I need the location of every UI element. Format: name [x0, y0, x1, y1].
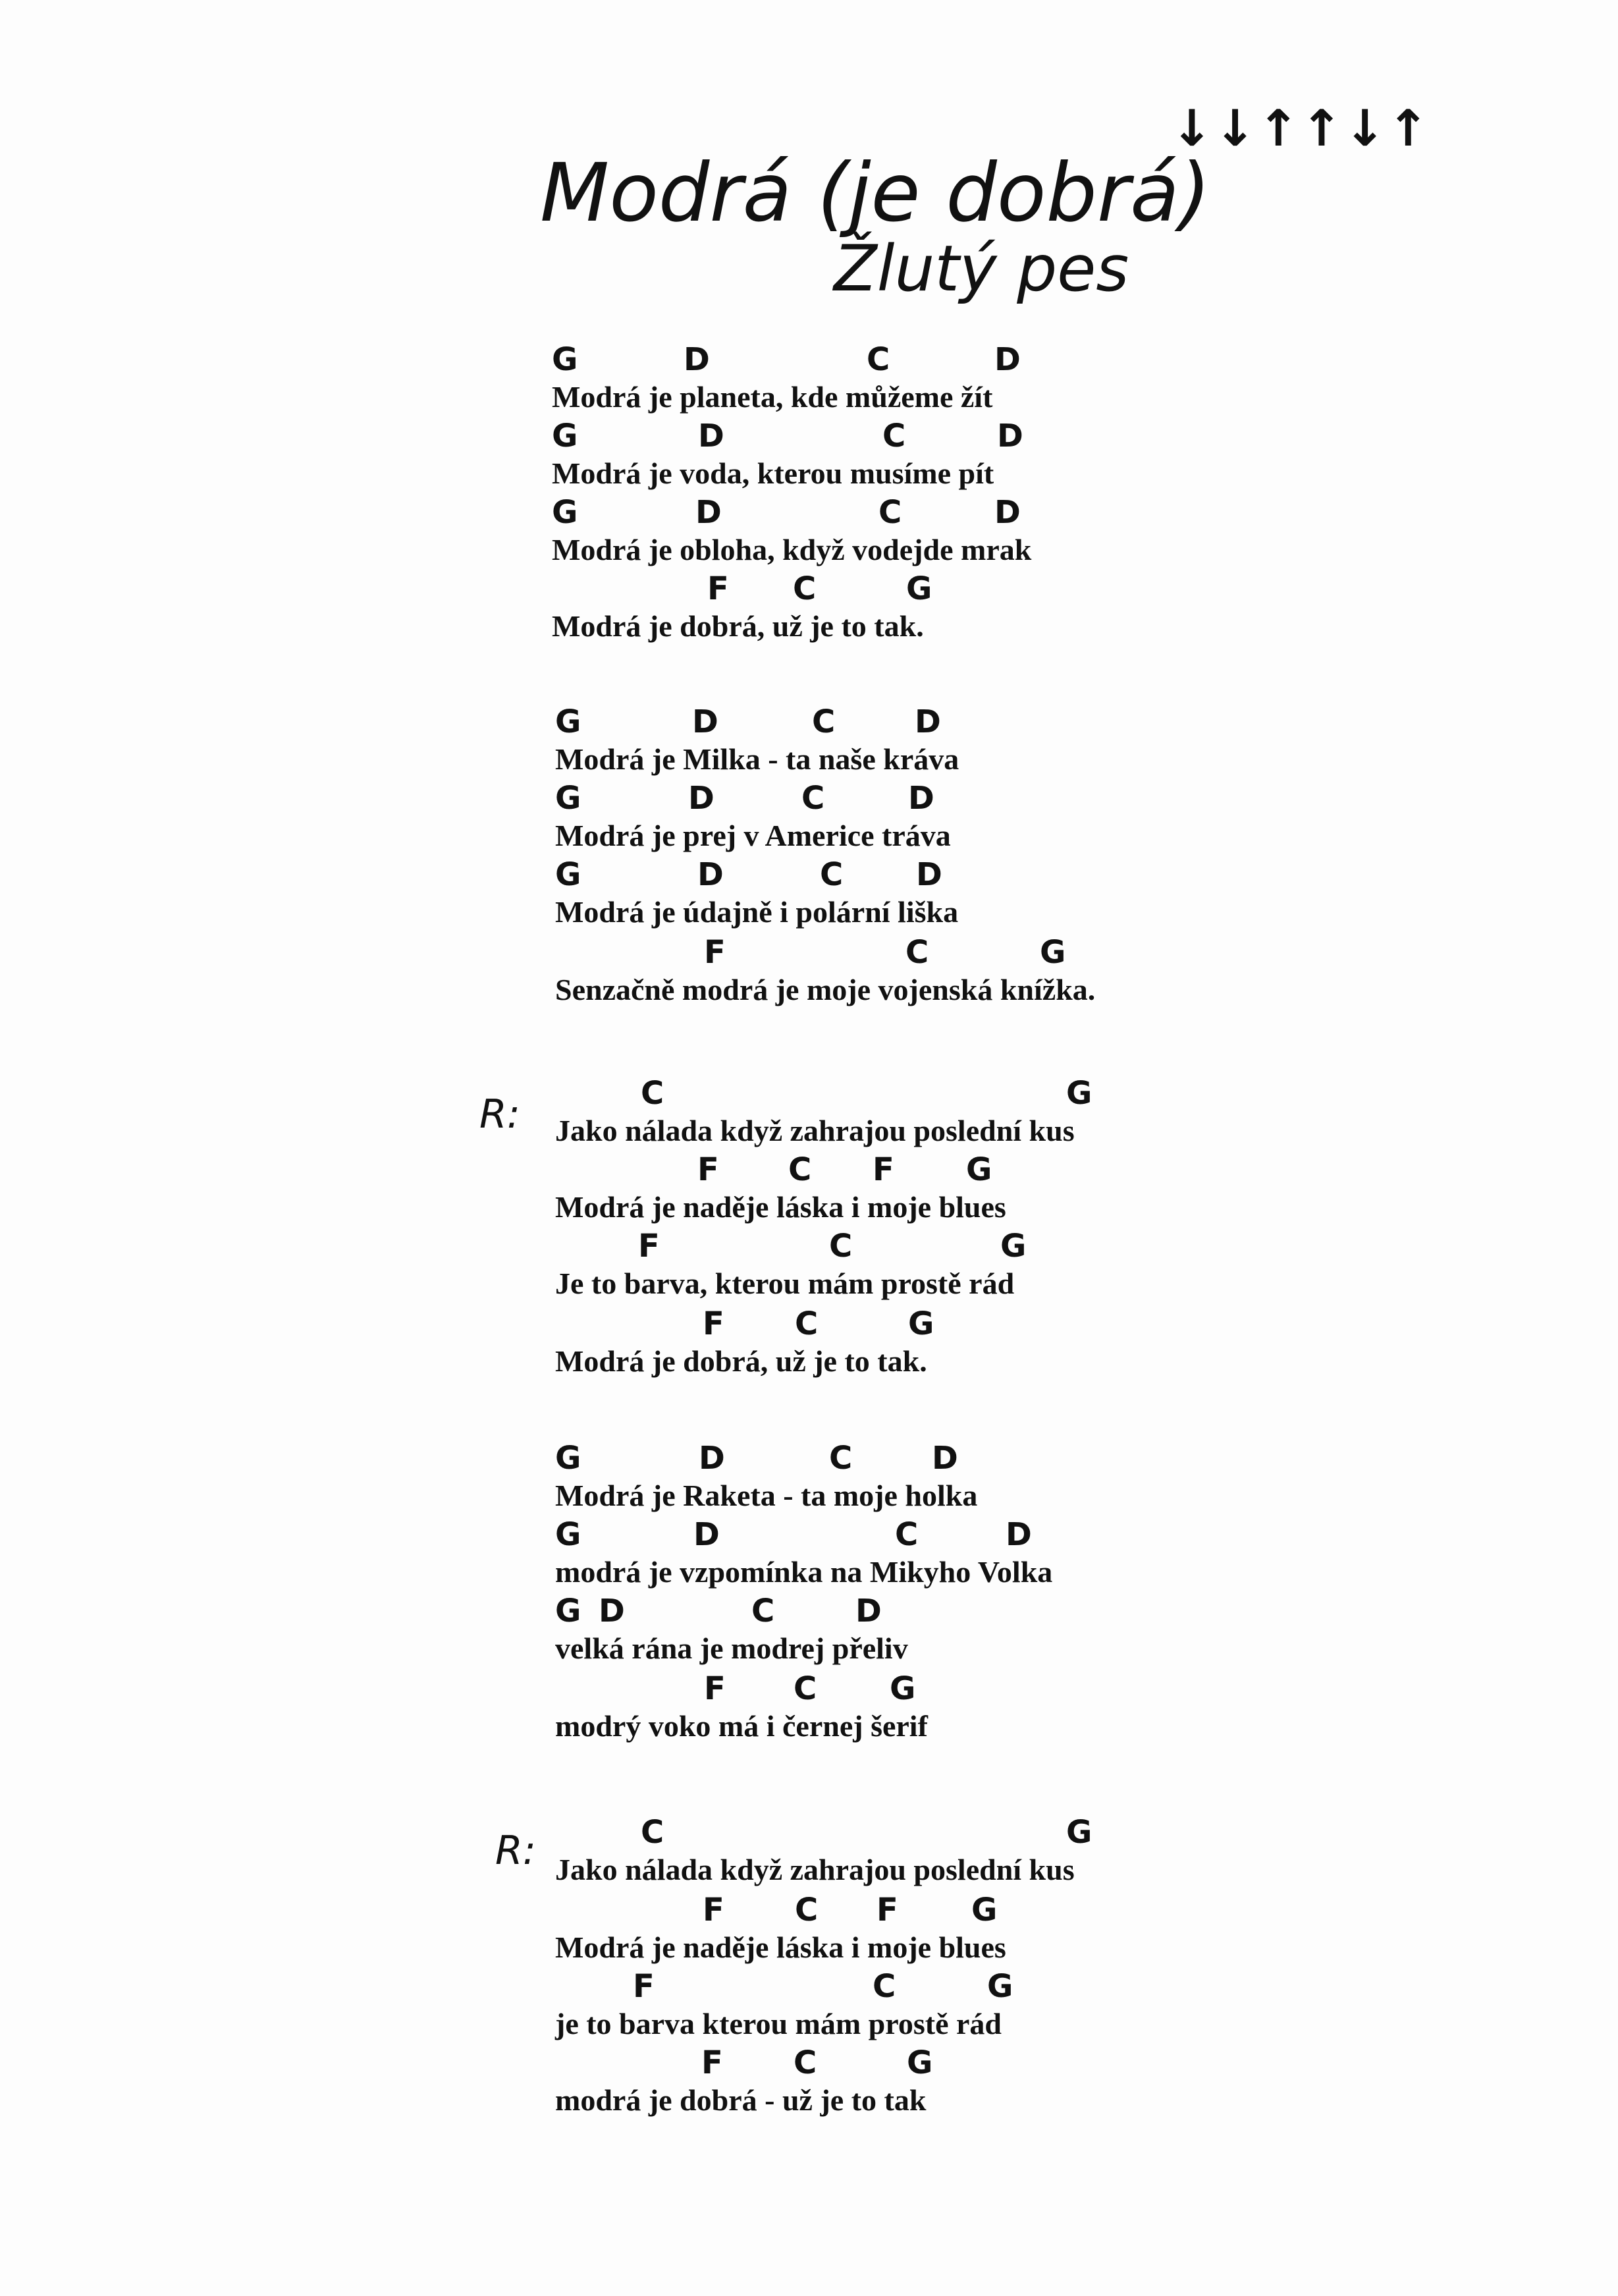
chord-symbol: C	[878, 494, 902, 531]
lyric-text: Modrá je Milka - ta naše kráva	[555, 742, 959, 776]
chord-symbol: C	[867, 341, 890, 378]
chord-symbol: C	[641, 1075, 664, 1112]
lyric-text: modrá je vzpomínka na Mikyho Volka	[555, 1555, 1053, 1589]
chord-symbol: G	[555, 780, 581, 817]
chord-symbol: G	[1040, 934, 1066, 971]
chord-symbol: D	[916, 856, 942, 893]
chord-symbol: G	[552, 494, 578, 531]
chord-symbol: G	[552, 418, 578, 454]
lyric-text: Modrá je naděje láska i moje blues	[555, 1190, 1006, 1224]
chord-symbol: D	[684, 341, 710, 378]
chord-symbol: C	[812, 703, 836, 740]
chord-symbol: G	[552, 341, 578, 378]
chord-symbol: G	[971, 1892, 998, 1928]
lyric-text: je to barva kterou mám prostě rád	[555, 2007, 1002, 2040]
chord-symbol: D	[599, 1593, 625, 1629]
chord-symbol: D	[697, 856, 724, 893]
chord-symbol: D	[699, 1440, 725, 1477]
chord-symbol: G	[555, 1516, 581, 1553]
chord-symbol: F	[873, 1151, 894, 1188]
chord-symbol: D	[855, 1593, 882, 1629]
verse2-line	[555, 856, 1477, 935]
chord-symbol: C	[641, 1814, 664, 1851]
verse1-line	[552, 341, 1474, 420]
lyric-text: Modrá je prej v Americe tráva	[555, 819, 951, 852]
chord-symbol: D	[692, 703, 718, 740]
lyric-text: Modrá je Raketa - ta moje holka	[555, 1479, 978, 1512]
lyric-text: Modrá je obloha, když vodejde mrak	[552, 533, 1032, 566]
verse1-line	[552, 420, 1474, 497]
chord-symbol: G	[555, 856, 581, 893]
chord-symbol: G	[890, 1670, 916, 1707]
chord-symbol: C	[905, 934, 929, 971]
lyric-text: Senzačně modrá je moje vojenská knížka.	[555, 973, 1096, 1006]
chord-symbol: D	[693, 1516, 720, 1553]
chord-symbol: D	[1006, 1516, 1032, 1553]
chord-symbol: D	[695, 494, 722, 531]
chorus2-line	[555, 1814, 1477, 1893]
chorus1-line	[555, 1075, 1477, 1154]
chord-symbol: C	[795, 1892, 819, 1928]
chord-symbol: C	[751, 1593, 775, 1629]
chord-symbol: F	[704, 1670, 726, 1707]
chorus2-line	[555, 1968, 1477, 2047]
chorus2-line	[555, 1894, 1477, 1971]
chord-symbol: D	[932, 1440, 958, 1477]
lyric-text: Modrá je dobrá, už je to tak.	[555, 1344, 927, 1378]
chord-symbol: G	[908, 1305, 934, 1342]
chord-symbol: F	[703, 1892, 724, 1928]
strumming-pattern: ↓↓↑↑↓↑	[1171, 99, 1431, 157]
lyric-text: Modrá je naděje láska i moje blues	[555, 1930, 1006, 1964]
chord-symbol: C	[793, 570, 817, 607]
lyric-text: Jako nálada když zahrajou poslední kus	[555, 1853, 1075, 1886]
lyric-text: Modrá je dobrá, už je to tak.	[552, 609, 924, 643]
chord-symbol: G	[907, 2044, 933, 2081]
lyric-text: modrá je dobrá - už je to tak	[555, 2083, 927, 2117]
chord-symbol: G	[1066, 1814, 1092, 1851]
verse1-line	[552, 494, 1474, 573]
chord-symbol: G	[1000, 1228, 1027, 1265]
chord-symbol: C	[788, 1151, 812, 1188]
chord-symbol: F	[704, 934, 726, 971]
chorus1-line	[555, 1230, 1477, 1307]
chord-symbol: G	[987, 1968, 1013, 2005]
chord-symbol: C	[794, 2044, 817, 2081]
lyric-text: Jako nálada když zahrajou poslední kus	[555, 1114, 1075, 1147]
verse3-line	[555, 1595, 1477, 1672]
chord-symbol: C	[895, 1516, 919, 1553]
verse2-line	[555, 934, 1477, 1013]
chord-symbol: G	[1066, 1075, 1092, 1112]
chord-symbol: F	[703, 1305, 724, 1342]
chord-symbol: D	[994, 341, 1021, 378]
verse3-line	[555, 1442, 1477, 1519]
chord-symbol: G	[555, 1593, 581, 1629]
chord-symbol: F	[697, 1151, 719, 1188]
chorus2-line	[555, 2044, 1477, 2123]
song-artist: Žlutý pes	[834, 232, 1129, 306]
verse3-line	[555, 1516, 1477, 1595]
chord-symbol: C	[829, 1440, 853, 1477]
chorus1-line	[555, 1305, 1477, 1384]
lyric-text: velká rána je modrej přeliv	[555, 1631, 908, 1665]
verse2-line	[555, 782, 1477, 859]
chord-symbol: G	[906, 570, 932, 607]
refrain-marker: R:	[495, 1828, 536, 1874]
chord-symbol: C	[873, 1968, 896, 2005]
chord-symbol: D	[688, 780, 715, 817]
lyric-text: Modrá je voda, kterou musíme pít	[552, 456, 994, 490]
lyric-text: Je to barva, kterou mám prostě rád	[555, 1267, 1015, 1300]
verse3-line	[555, 1670, 1477, 1749]
chord-symbol: C	[801, 780, 825, 817]
chord-symbol: C	[829, 1228, 853, 1265]
chord-symbol: D	[994, 494, 1021, 531]
chord-symbol: G	[555, 703, 581, 740]
chord-symbol: D	[698, 418, 724, 454]
chord-symbol: C	[794, 1670, 817, 1707]
chord-symbol: G	[555, 1440, 581, 1477]
song-title: Modrá (je dobrá)	[540, 146, 1211, 240]
chord-symbol: C	[882, 418, 906, 454]
chord-symbol: F	[707, 570, 729, 607]
lyric-text: Modrá je údajně i polární liška	[555, 895, 959, 929]
chord-symbol: F	[876, 1892, 898, 1928]
chord-symbol: F	[701, 2044, 723, 2081]
chord-symbol: C	[820, 856, 844, 893]
chord-symbol: D	[915, 703, 941, 740]
refrain-marker: R:	[479, 1091, 520, 1137]
chorus1-line	[555, 1151, 1477, 1230]
chord-symbol: D	[997, 418, 1023, 454]
chord-symbol: G	[966, 1151, 992, 1188]
chord-symbol: F	[633, 1968, 655, 2005]
chord-symbol: C	[795, 1305, 819, 1342]
chord-symbol: F	[638, 1228, 660, 1265]
lyric-text: modrý voko má i černej šerif	[555, 1709, 928, 1743]
verse1-line	[552, 570, 1474, 649]
verse2-line	[555, 703, 1477, 782]
lyric-text: Modrá je planeta, kde můžeme žít	[552, 380, 993, 414]
chord-symbol: D	[908, 780, 934, 817]
